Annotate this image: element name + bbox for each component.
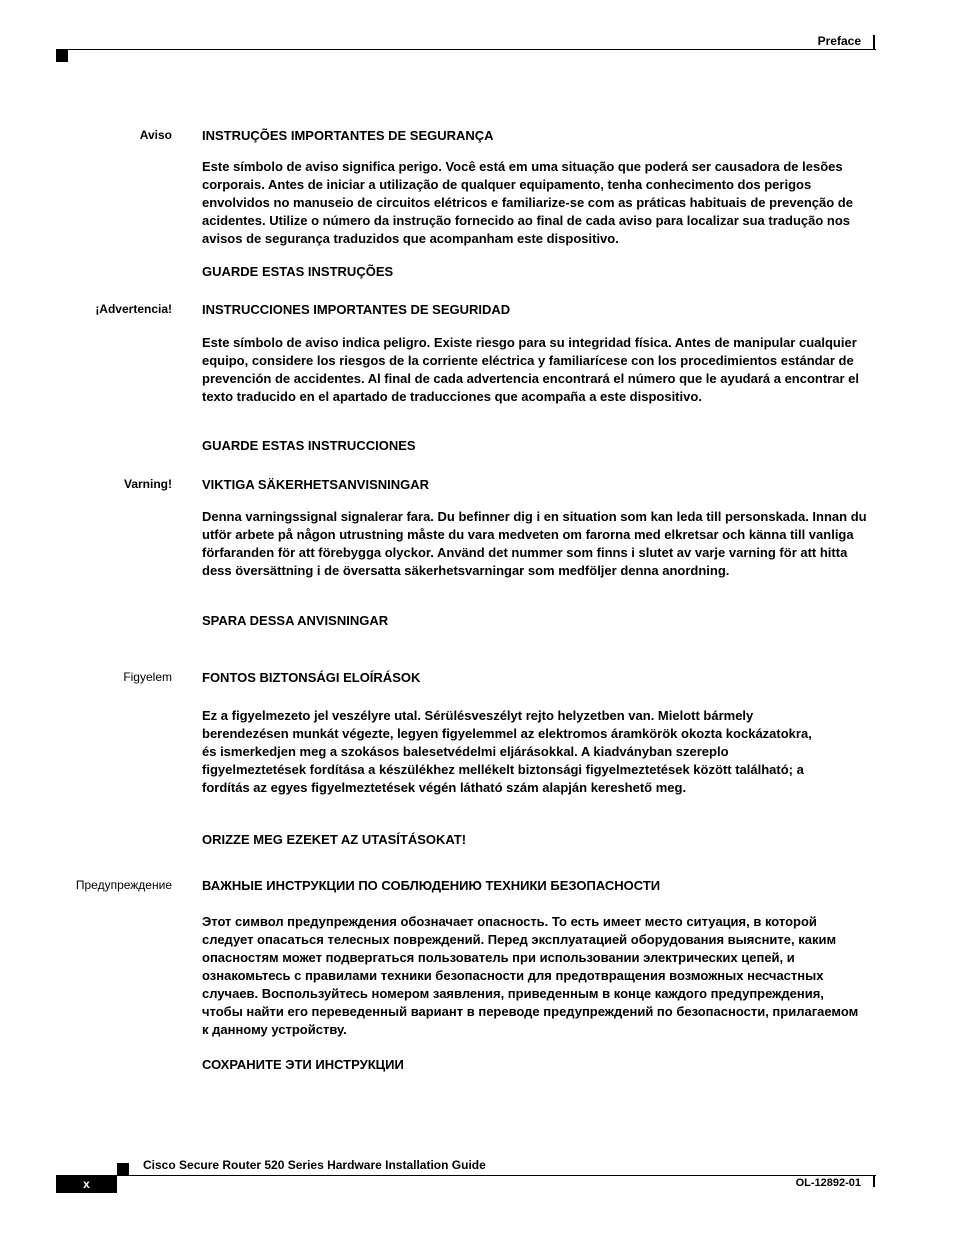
warning-label: Aviso <box>139 128 172 142</box>
warning-label: ¡Advertencia! <box>95 302 172 316</box>
warning-title: FONTOS BIZTONSÁGI ELOÍRÁSOK <box>202 670 421 685</box>
warning-body: Denna varningssignal signalerar fara. Du befinner dig i en situation som kan leda till personskada. Innan du utför arbete på någon utrustning måste du vara medveten om farorna med elkretsar och känna till vanliga förfaranden för att förebygga olyckor. Använd det nummer som finns i slutet av varje varning för att hitta dess översättning i de översatta säkerhetsvarningar som medföljer denna anordning. <box>202 509 867 578</box>
footer-vertical-bar <box>873 1176 875 1187</box>
footer-rule <box>117 1175 876 1176</box>
warning-save-instructions: SPARA DESSA ANVISNINGAR <box>202 613 389 628</box>
footer-doc-number: OL-12892-01 <box>795 1177 861 1189</box>
warning-label: Предупреждение <box>75 878 172 892</box>
footer-marker-block <box>117 1163 129 1175</box>
warning-title: ВАЖНЫЕ ИНСТРУКЦИИ ПО СОБЛЮДЕНИЮ ТЕХНИКИ БЕЗОПАСНОСТИ <box>202 878 661 893</box>
warning-save-instructions: СОХРАНИТЕ ЭТИ ИНСТРУКЦИИ <box>202 1057 404 1072</box>
warning-title: VIKTIGA SÄKERHETSANVISNINGAR <box>202 477 430 492</box>
warning-save-instructions: GUARDE ESTAS INSTRUCCIONES <box>202 438 416 453</box>
header-section-title: Preface <box>817 34 861 48</box>
warning-title: INSTRUÇÕES IMPORTANTES DE SEGURANÇA <box>202 128 494 143</box>
warning-label: Varning! <box>123 477 172 491</box>
warning-body: Ez a figyelmezeto jel veszélyre utal. Sérülésveszélyt rejto helyzetben van. Mielott bármely berendezésen munkát végezte, legyen figyelemmel az elektromos áramkörök okozta kockázatokra, és ismerkedjen meg a szokásos balesetvédelmi eljárásokkal. A kiadványban szereplo figyelmeztetések fordítása a készülékhez mellékelt biztonsági figyelmeztetések között található; a fordítás az egyes figyelmeztetések végén látható szám alapján kereshető meg. <box>202 708 812 795</box>
header-vertical-bar <box>873 35 875 50</box>
warning-label: Figyelem <box>123 670 172 684</box>
header-rule <box>56 49 876 50</box>
warning-body: Este símbolo de aviso significa perigo. Você está em uma situação que poderá ser causadora de lesões corporais. Antes de iniciar a utilização de qualquer equipamento, tenha conhecimento dos perigos envolvidos no manuseio de circuitos elétricos e familiarize-se com as práticas habituais de prevenção de acidentes. Utilize o número da instrução fornecido ao final de cada aviso para localizar sua tradução nos avisos de segurança traduzidos que acompanham este dispositivo. <box>202 159 853 246</box>
warning-title: INSTRUCCIONES IMPORTANTES DE SEGURIDAD <box>202 302 511 317</box>
footer-guide-title: Cisco Secure Router 520 Series Hardware Installation Guide <box>143 1158 486 1172</box>
warning-save-instructions: ORIZZE MEG EZEKET AZ UTASÍTÁSOKAT! <box>202 832 467 847</box>
footer-page-number: x <box>56 1175 117 1193</box>
header-marker-block <box>56 50 68 62</box>
warning-body: Этот символ предупреждения обозначает опасность. То есть имеет место ситуация, в которой следует опасаться телесных повреждений. Перед эксплуатацией оборудования выясните, каким опасностям может подвергаться пользователь при использовании электрических цепей, и ознакомьтесь с правилами техники безопасности для предотвращения возможных несчастных случаев. Воспользуйтесь номером заявления, приведенным в конце каждого предупреждения, чтобы найти его переведенный вариант в переводе предупреждений по безопасности, прилагаемом к данному устройству. <box>202 914 859 1037</box>
warning-save-instructions: GUARDE ESTAS INSTRUÇÕES <box>202 264 394 279</box>
warning-body: Este símbolo de aviso indica peligro. Existe riesgo para su integridad física. Antes de manipular cualquier equipo, considere los riesgos de la corriente eléctrica y familiarícese con los procedimientos estándar de prevención de accidentes. Al final de cada advertencia encontrará el número que le ayudará a encontrar el texto traducido en el apartado de traducciones que acompaña a este dispositivo. <box>202 335 859 404</box>
